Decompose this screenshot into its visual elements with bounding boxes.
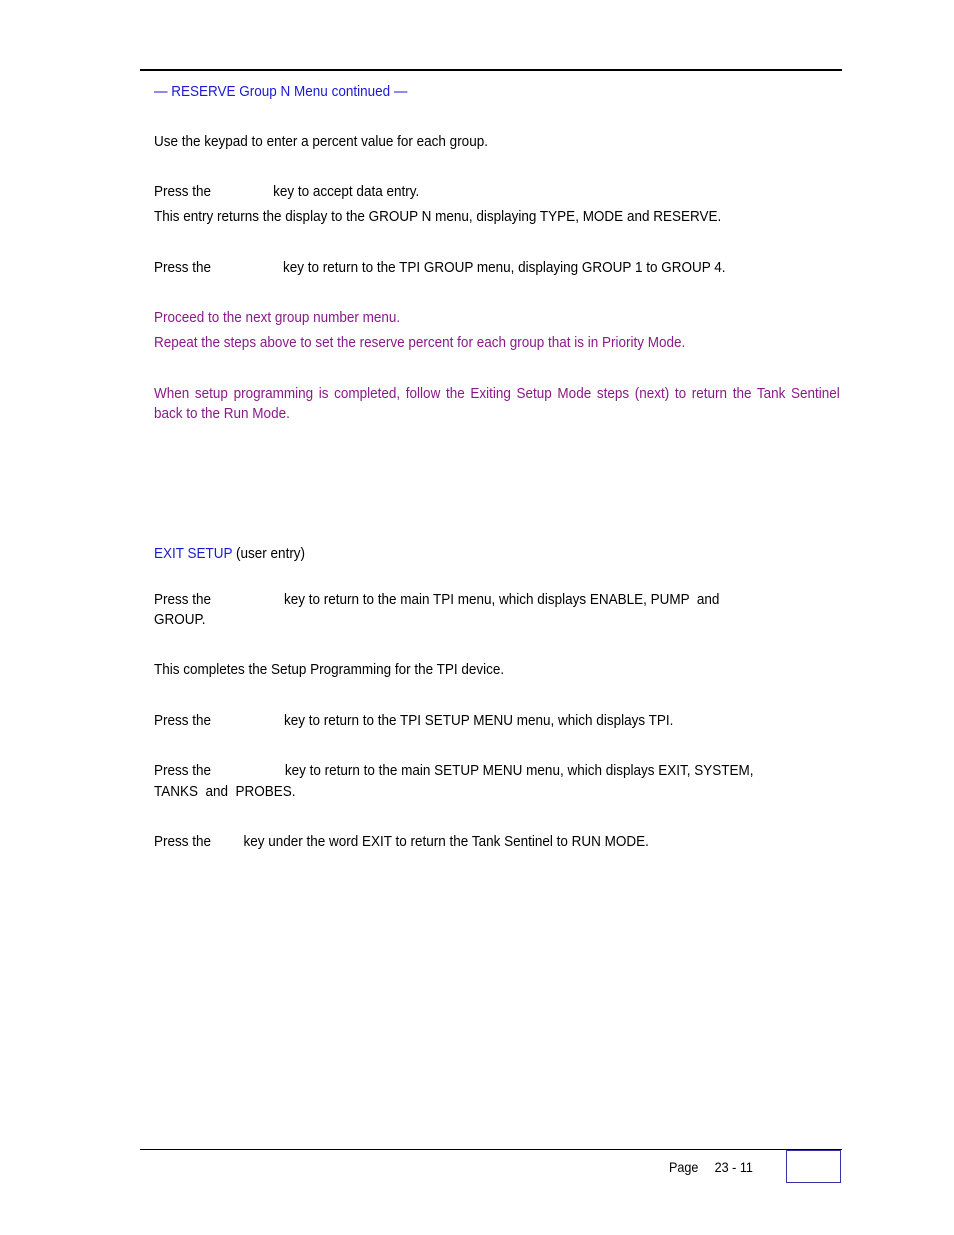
main-setup-cont-line: TANKS and PROBES. [154,783,296,800]
exit-setup-note: (user entry) [236,545,306,562]
return-group-line [154,258,725,278]
accept-press-text: Press the [154,183,212,200]
page-label: Page [669,1159,699,1175]
section-heading: — RESERVE Group N Menu continued — [154,83,408,100]
page-footer [669,1158,753,1176]
return-group-rest-text: key to return to the TPI GROUP menu, displaying GROUP 1 to GROUP 4. [283,259,726,276]
return-group-press-text: Press the [154,259,212,276]
tpi-setup-press-text: Press the [154,712,212,729]
exit-setup-label: EXIT SETUP [154,545,233,562]
when-setup-paragraph: When setup programming is completed, follow the Exiting Setup Mode steps (next) to return the Tank Sentinel back to the Run Mode. [154,385,840,422]
exit-key-line [154,832,649,852]
top-rule [140,69,842,71]
page-number: 23 - 11 [714,1159,753,1175]
main-setup-line [154,761,754,781]
returns-display-line: This entry returns the display to the GROUP N menu, displaying TYPE, MODE and RESERVE. [154,208,722,225]
exit-setup-line [154,544,305,564]
accept-entry-line [154,182,419,202]
completes-line: This completes the Setup Programming for the TPI device. [154,661,505,678]
accept-rest-text: key to accept data entry. [273,183,420,200]
bottom-rule [140,1149,842,1150]
main-tpi-press-text: Press the [154,591,212,608]
keypad-instruction: Use the keypad to enter a percent value for each group. [154,133,488,150]
footer-box [786,1150,841,1183]
proceed-next-line: Proceed to the next group number menu. [154,309,401,326]
tpi-setup-line [154,711,673,731]
main-tpi-rest-text: key to return to the main TPI menu, which displays ENABLE, PUMP and [283,591,720,608]
main-setup-press-text: Press the [154,762,212,779]
exit-key-press-text: Press the [154,833,212,850]
main-setup-rest-text: key to return to the main SETUP MENU menu, which displays EXIT, SYSTEM, [284,762,754,779]
main-tpi-line [154,590,719,610]
main-tpi-cont-line: GROUP. [154,611,206,628]
repeat-steps-line: Repeat the steps above to set the reserve percent for each group that is in Priority Mode. [154,334,686,351]
exit-key-rest-text: key under the word EXIT to return the Tank Sentinel to RUN MODE. [243,833,649,850]
tpi-setup-rest-text: key to return to the TPI SETUP MENU menu, which displays TPI. [283,712,674,729]
